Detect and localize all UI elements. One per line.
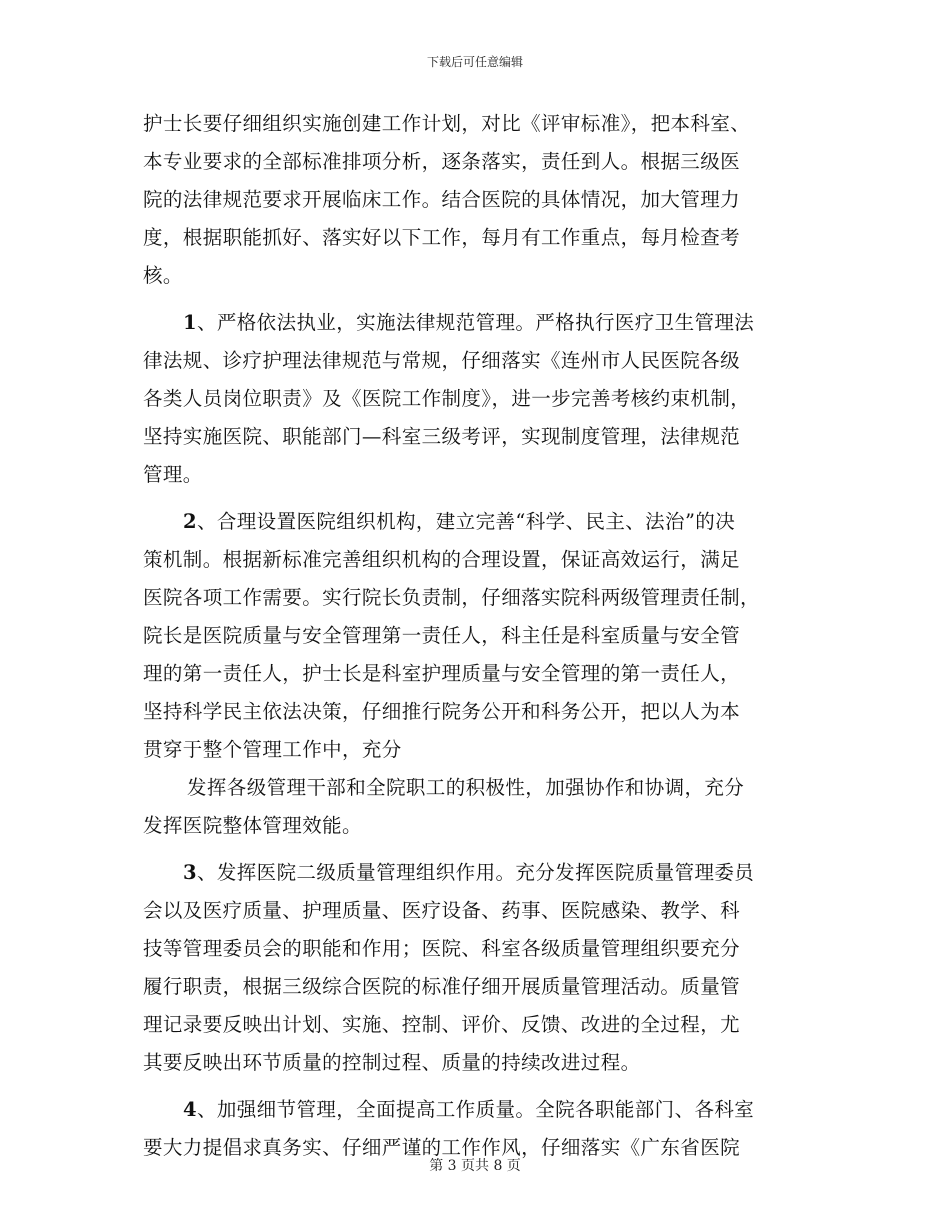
- text-line: 管理。: [143, 463, 203, 486]
- page-header: 下载后可任意编辑: [426, 55, 523, 69]
- item-heading-text: 、发挥医院二级质量管理组织作用。充分发挥医院质量管理委员: [196, 861, 755, 884]
- text-line: 律法规、诊疗护理法律规范与常规，仔细落实《连州市人民医院各级: [143, 349, 741, 372]
- item-first-line: [143, 854, 805, 892]
- paragraph-intro: [143, 105, 805, 295]
- item-first-line: [143, 1091, 805, 1129]
- text-line: 坚持科学民主依法决策，仔细推行院务公开和科务公开，把以人为本: [143, 700, 741, 723]
- text-line: 技等管理委员会的职能和作用；医院、科室各级质量管理组织要充分: [143, 937, 741, 960]
- paragraph-continuation: [143, 769, 805, 845]
- paragraph-item-3: [143, 854, 805, 1082]
- text-line: 发挥医院整体管理效能。: [143, 814, 362, 837]
- text-line: 院的法律规范要求开展临床工作。结合医院的具体情况，加大管理力: [143, 188, 741, 211]
- item-number: 2: [183, 510, 197, 533]
- item-number: 1: [183, 311, 197, 334]
- text-line: 履行职责，根据三级综合医院的标准仔细开展质量管理活动。质量管: [143, 975, 741, 998]
- item-heading-text: 、严格依法执业，实施法律规范管理。严格执行医疗卫生管理法: [196, 311, 755, 334]
- text-line: 医院各项工作需要。实行院长负责制，仔细落实院科两级管理责任制，: [143, 586, 760, 609]
- text-line: 策机制。根据新标准完善组织机构的合理设置，保证高效运行，满足: [143, 548, 741, 571]
- text-line: 发挥各级管理干部和全院职工的积极性，加强协作和协调，充分: [187, 776, 745, 799]
- text-line: 要大力提倡求真务实、仔细严谨的工作作风，仔细落实《广东省医院: [143, 1136, 741, 1159]
- item-heading-text: 、合理设置医院组织机构，建立完善“科学、民主、法治”的决: [196, 510, 736, 533]
- text-line: 会以及医疗质量、护理质量、医疗设备、药事、医院感染、教学、科: [143, 899, 741, 922]
- document-body: [143, 105, 805, 1167]
- paragraph-item-2: [143, 503, 805, 769]
- page-footer: 第 3 页共 8 页: [429, 1158, 521, 1174]
- item-number: 4: [183, 1098, 197, 1121]
- text-line: 理的第一责任人，护士长是科室护理质量与安全管理的第一责任人，: [143, 662, 741, 685]
- text-line: 护士长要仔细组织实施创建工作计划，对比《评审标准》，把本科室、: [143, 112, 751, 135]
- text-line: 本专业要求的全部标准排项分析，逐条落实，责任到人。根据三级医: [143, 150, 741, 173]
- text-line: 各类人员岗位职责》及《医院工作制度》，进一步完善考核约束机制，: [143, 387, 751, 410]
- text-line: 贯穿于整个管理工作中，充分: [143, 738, 402, 761]
- text-line: 坚持实施医院、职能部门—科室三级考评，实现制度管理，法律规范: [143, 425, 741, 448]
- text-line: 院长是医院质量与安全管理第一责任人，科主任是科室质量与安全管: [143, 624, 741, 647]
- item-first-line: [143, 304, 805, 342]
- item-number: 3: [183, 861, 197, 884]
- text-line: 核。: [143, 264, 183, 287]
- text-line: 理记录要反映出计划、实施、控制、评价、反馈、改进的全过程，尤: [143, 1013, 741, 1036]
- paragraph-item-1: [143, 304, 805, 494]
- text-line: 其要反映出环节质量的控制过程、质量的持续改进过程。: [143, 1051, 641, 1074]
- item-first-line: [143, 503, 805, 541]
- item-heading-text: 、加强细节管理，全面提高工作质量。全院各职能部门、各科室: [196, 1098, 755, 1121]
- text-line: 度，根据职能抓好、落实好以下工作，每月有工作重点，每月检查考: [143, 226, 741, 249]
